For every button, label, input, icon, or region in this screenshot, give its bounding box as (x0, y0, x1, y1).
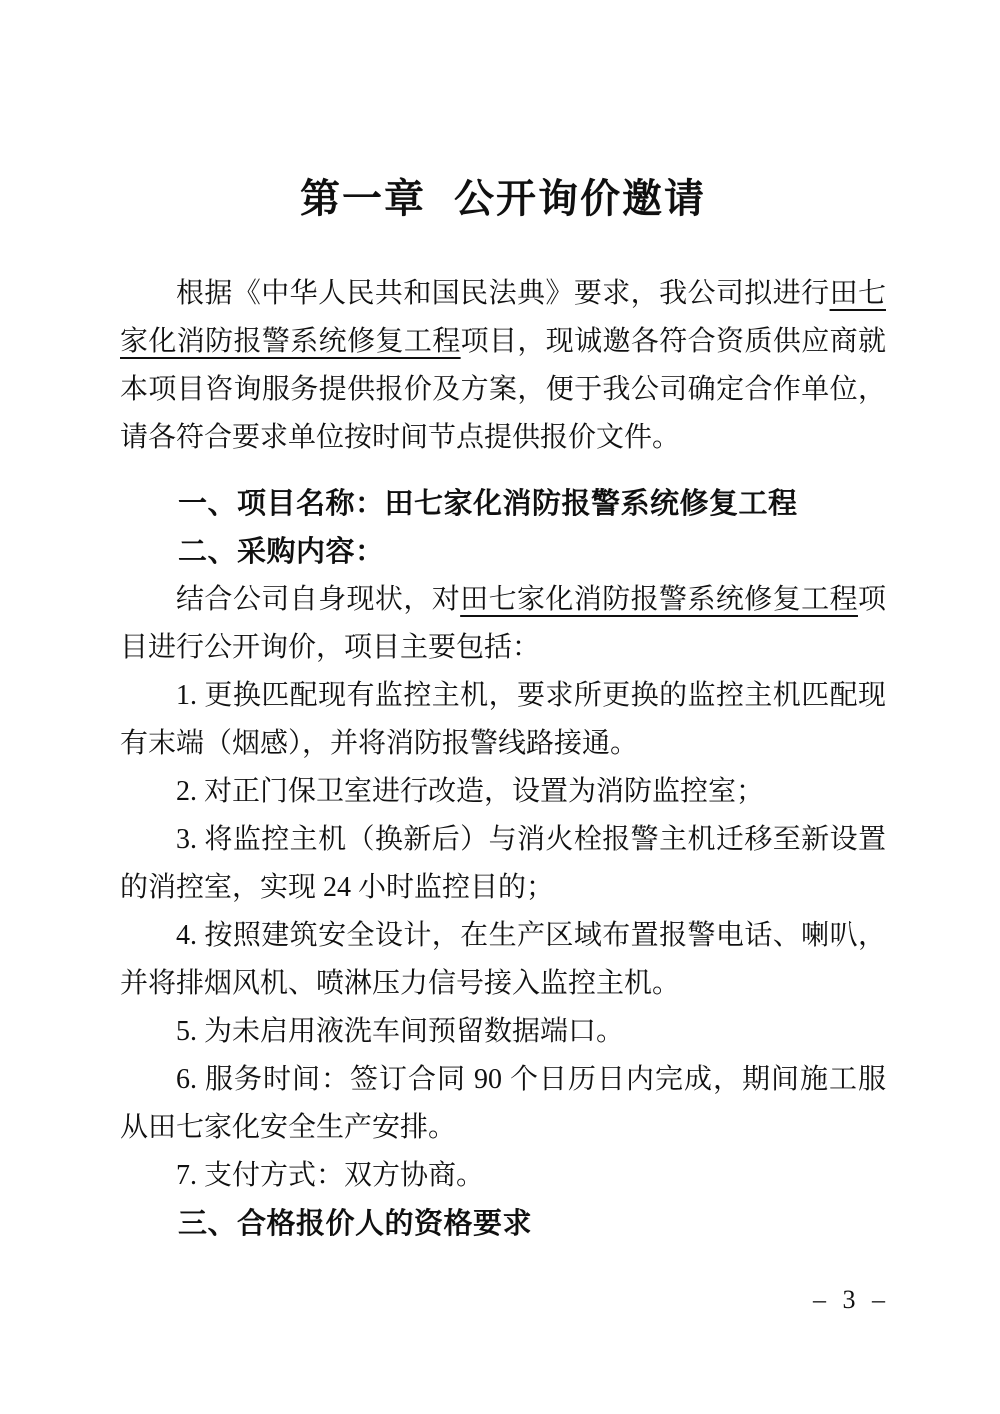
procurement-item-2: 2. 对正门保卫室进行改造，设置为消防监控室； (176, 776, 765, 807)
procurement-text-rest: 项目进行公开询价，项目主要包括： (120, 584, 886, 663)
section-heading-project-name: 一、项目名称：田七家化消防报警系统修复工程 (178, 488, 798, 520)
intro-text-rest: 项目，现诚邀各符合资质供应商就本项目咨询服务提供报价及方案，便于我公司确定合作单位，请各符合要求单位按时间节点提供报价文件。 (120, 326, 886, 453)
procurement-item-4: 4. 按照建筑安全设计，在生产区域布置报警电话、喇叭，并将排烟风机、喷淋压力信号接入监控主机。 (120, 920, 886, 999)
procurement-item-1: 1. 更换匹配现有监控主机，要求所更换的监控主机匹配现有末端（烟感），并将消防报警线路接通。 (120, 680, 886, 759)
section-heading-qualification-requirements: 三、合格报价人的资格要求 (178, 1208, 533, 1240)
procurement-item-6: 6. 服务时间：签订合同 90 个日历日内完成，期间施工服从田七家化安全生产安排。 (120, 1064, 886, 1143)
intro-paragraph (120, 270, 886, 462)
procurement-item-3: 3. 将监控主机（换新后）与消火栓报警主机迁移至新设置的消控室，实现 24 小时监控目的； (120, 824, 886, 903)
procurement-underlined-project-name: 田七家化消防报警系统修复工程 (460, 584, 858, 615)
procurement-item-7: 7. 支付方式：双方协商。 (176, 1160, 485, 1191)
intro-text-lead: 根据《中华人民共和国民法典》要求，我公司拟进行 (176, 278, 830, 309)
page-number: – 3 – (813, 1285, 890, 1314)
procurement-text-lead: 结合公司自身现状，对 (176, 584, 461, 615)
intro-underlined-project-name: 田七家化消防报警系统修复工程 (120, 278, 886, 357)
section-heading-procurement-content: 二、采购内容： (178, 536, 385, 568)
procurement-item-5: 5. 为未启用液洗车间预留数据端口。 (176, 1016, 625, 1047)
procurement-intro-paragraph (120, 576, 886, 672)
chapter-title: 第一章 公开询价邀请 (300, 176, 706, 221)
